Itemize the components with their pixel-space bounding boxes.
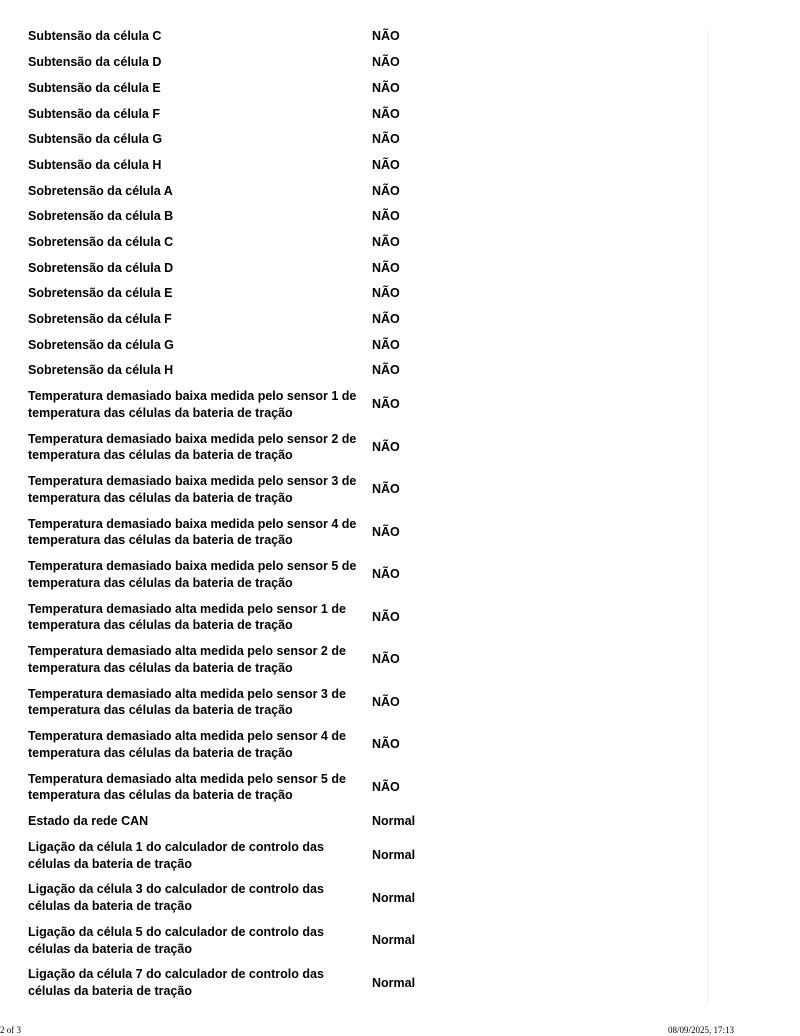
row-label: Sobretensão da célula C — [28, 234, 174, 249]
row-label: Subtensão da célula C — [28, 29, 162, 44]
diagnostic-table — [24, 24, 714, 1004]
row-value: NÃO — [372, 157, 400, 172]
print-datetime: 08/09/2025, 17:13 — [668, 1025, 735, 1035]
row-label: Temperatura demasiado baixa medida pelo sensor 1 de temperatura das células da bateria de tração — [28, 389, 357, 420]
row-value: Normal — [372, 848, 416, 863]
table-row — [24, 766, 714, 809]
table-row — [24, 204, 714, 230]
table-row — [24, 281, 714, 307]
row-value: NÃO — [372, 55, 400, 70]
table-row — [24, 639, 714, 682]
table-row — [24, 877, 714, 920]
table-row — [24, 50, 714, 76]
table-row — [24, 152, 714, 178]
row-label: Temperatura demasiado baixa medida pelo sensor 5 de temperatura das células da bateria de tração — [28, 559, 357, 590]
table-row — [24, 469, 714, 512]
row-label: Subtensão da célula G — [28, 132, 163, 147]
row-label: Subtensão da célula E — [28, 80, 161, 95]
row-label: Sobretensão da célula H — [28, 363, 174, 378]
row-value: NÃO — [372, 337, 400, 352]
table-row — [24, 596, 714, 639]
row-value: NÃO — [372, 363, 400, 378]
row-label: Temperatura demasiado alta medida pelo sensor 3 de temperatura das células da bateria de tração — [28, 686, 346, 718]
table-row — [24, 307, 714, 333]
row-label: Ligação da célula 1 do calculador de controlo das células da bateria de tração — [28, 839, 324, 871]
row-label: Estado da rede CAN — [28, 814, 149, 829]
table-row — [24, 962, 714, 1005]
row-value: NÃO — [372, 183, 400, 198]
row-label: Subtensão da célula H — [28, 157, 162, 172]
row-label: Temperatura demasiado alta medida pelo sensor 5 de temperatura das células da bateria de tração — [28, 771, 346, 803]
row-value: NÃO — [372, 80, 400, 95]
table-row — [24, 834, 714, 877]
row-value: NÃO — [372, 260, 400, 275]
table-row — [24, 384, 714, 427]
row-value: NÃO — [372, 132, 400, 147]
row-label: Sobretensão da célula E — [28, 286, 173, 301]
row-value: NÃO — [372, 29, 400, 44]
row-label: Subtensão da célula D — [28, 55, 162, 70]
table-row — [24, 511, 714, 554]
table-row — [24, 809, 714, 835]
row-value: NÃO — [372, 286, 400, 301]
table-row — [24, 178, 714, 204]
row-label: Subtensão da célula F — [28, 106, 160, 121]
row-value: Normal — [372, 890, 416, 905]
row-label: Ligação da célula 3 do calculador de controlo das células da bateria de tração — [28, 882, 324, 914]
row-value: NÃO — [372, 209, 400, 224]
row-value: NÃO — [372, 737, 400, 752]
row-value: NÃO — [372, 567, 400, 582]
table-row — [24, 554, 714, 597]
row-value: Normal — [372, 933, 416, 948]
row-value: NÃO — [372, 106, 400, 121]
row-label: Sobretensão da célula F — [28, 312, 172, 326]
table-row — [24, 255, 714, 281]
table-row — [24, 358, 714, 384]
row-label: Temperatura demasiado baixa medida pelo sensor 2 de temperatura das células da bateria de tração — [28, 431, 357, 463]
row-value: Normal — [372, 975, 416, 990]
row-label: Temperatura demasiado alta medida pelo sensor 4 de temperatura das células da bateria de tração — [28, 729, 346, 760]
row-label: Ligação da célula 5 do calculador de controlo das células da bateria de tração — [28, 924, 324, 956]
row-value: NÃO — [372, 312, 400, 326]
row-label: Sobretensão da célula A — [28, 183, 173, 198]
row-value: NÃO — [372, 439, 400, 454]
table-row — [24, 919, 714, 962]
table-row — [24, 127, 714, 153]
table-row — [24, 426, 714, 469]
table-row — [24, 24, 714, 50]
row-value: NÃO — [372, 779, 400, 794]
row-value: NÃO — [372, 482, 400, 497]
table-row — [24, 724, 714, 767]
table-row — [24, 75, 714, 101]
row-label: Sobretensão da célula G — [28, 337, 174, 352]
table-row — [24, 681, 714, 724]
row-value: NÃO — [372, 609, 400, 624]
table-row — [24, 101, 714, 127]
row-value: NÃO — [372, 234, 400, 249]
row-label: Ligação da célula 7 do calculador de controlo das células da bateria de tração — [28, 967, 324, 999]
row-label: Temperatura demasiado alta medida pelo sensor 1 de temperatura das células da bateria de tração — [28, 601, 346, 633]
row-label: Temperatura demasiado baixa medida pelo sensor 4 de temperatura das células da bateria de tração — [28, 516, 357, 548]
page-number: 2 of 3 — [0, 1025, 21, 1035]
row-value: NÃO — [372, 524, 400, 539]
row-value: NÃO — [372, 694, 400, 709]
table-row — [24, 332, 714, 358]
row-label: Temperatura demasiado baixa medida pelo sensor 3 de temperatura das células da bateria de tração — [28, 474, 357, 505]
row-value: NÃO — [372, 652, 400, 667]
row-value: Normal — [372, 814, 416, 829]
row-label: Sobretensão da célula B — [28, 209, 174, 224]
row-label: Temperatura demasiado alta medida pelo sensor 2 de temperatura das células da bateria de tração — [28, 644, 346, 675]
row-value: NÃO — [372, 397, 400, 412]
row-label: Sobretensão da célula D — [28, 260, 174, 275]
table-row — [24, 230, 714, 256]
